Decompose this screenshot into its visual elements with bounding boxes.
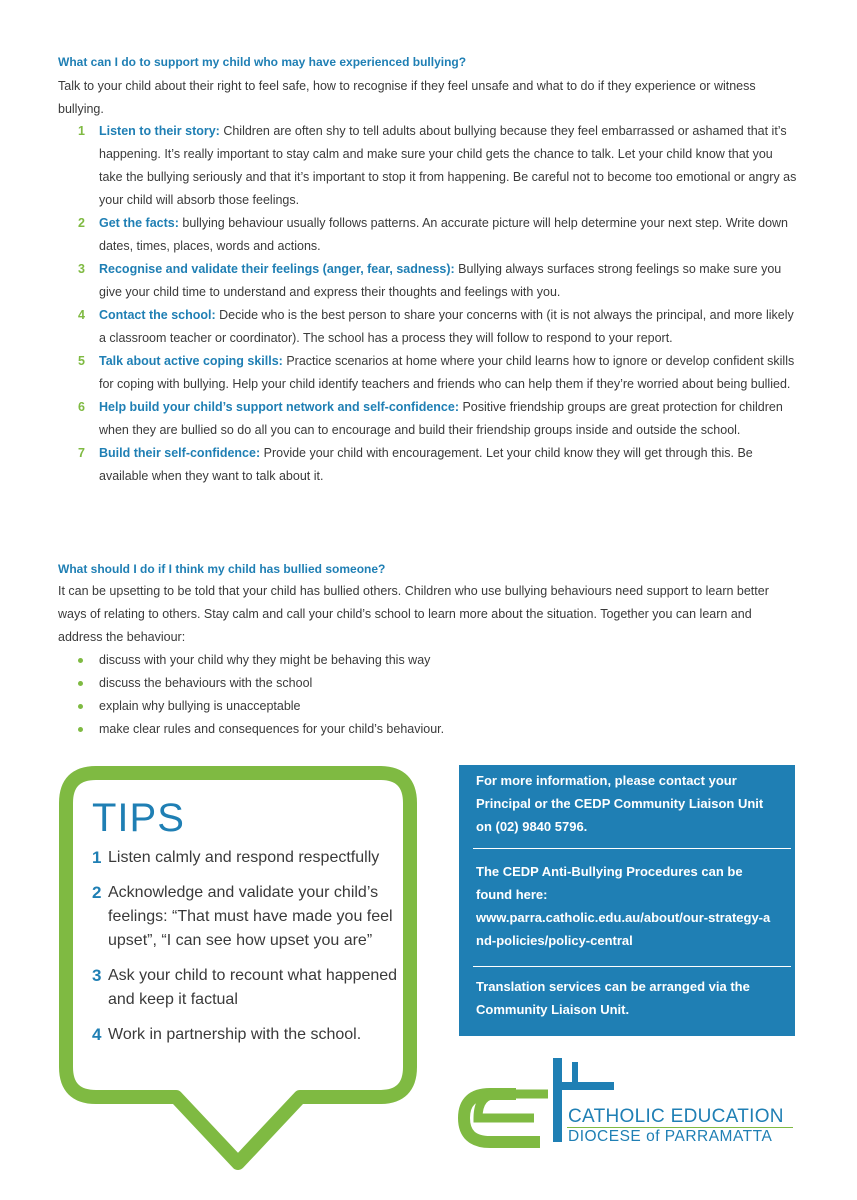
translation-text: Translation services can be arranged via the Community Liaison Unit. (476, 979, 750, 1017)
step-number: 5 (78, 354, 85, 368)
section1-intro: Talk to your child about their right to feel safe, how to recognise if they feel unsafe and what to do if they experience or witness bullying. (58, 79, 756, 116)
tips-title: TIPS (92, 796, 185, 840)
step-number: 4 (78, 308, 85, 322)
step-number: 6 (78, 400, 85, 414)
step-text: Practice scenarios at home where your child learns how to ignore or develop confident skills for coping with bullying. Help your child identify teachers and friends who can help them if they’re worried about being bullied. (99, 354, 795, 391)
step-title: Listen to their story: (99, 124, 220, 138)
logo-blue-vertical (553, 1058, 562, 1142)
section2-intro: It can be upsetting to be told that your child has bullied others. Children who use bullying behaviours need support to learn better ways of relating to others. Stay calm and call your child’s school to learn more about the situation. Together you can learn and address the behaviour: (58, 584, 769, 644)
logo-blue-top-bar (562, 1082, 614, 1090)
tip-number: 3 (92, 966, 102, 985)
step-number: 2 (78, 216, 85, 230)
step-text: Positive friendship groups are great protection for children when they are bullied so do all you can to encourage and build their friendship groups inside and outside the school. (99, 400, 783, 437)
step-title: Talk about active coping skills: (99, 354, 283, 368)
list-item-text: discuss with your child why they might be behaving this way (99, 653, 431, 667)
tip-text: Ask your child to recount what happened and keep it factual (108, 967, 398, 1008)
step-number: 1 (78, 124, 85, 138)
section2-heading: What should I do if I think my child has bullied someone? (58, 562, 386, 576)
step-title: Get the facts: (99, 216, 179, 230)
list-item-text: discuss the behaviours with the school (99, 676, 313, 690)
tip-text: Work in partnership with the school. (108, 1026, 362, 1043)
logo-title: CATHOLIC EDUCATION (568, 1106, 784, 1127)
logo-blue-tick (572, 1062, 578, 1084)
logo-green-e (478, 1094, 548, 1118)
step-text: bullying behaviour usually follows patterns. An accurate picture will help determine your next step. Write down dates, times, places, words and actions. (99, 216, 789, 253)
step-number: 7 (78, 446, 85, 460)
tip-number: 2 (92, 883, 102, 902)
procedures-label: The CEDP Anti-Bullying Procedures can be found here: (476, 864, 743, 902)
step-text: Provide your child with encouragement. Let your child know they will get through this. Be available when they want to talk about it. (99, 446, 753, 483)
step-text: Children are often shy to tell adults about bullying because they feel embarrassed or ashamed that it’s happening. It’s really important to stay calm and make sure your child gets the chance to talk. Let your child know that you take the bullying seriously and that it’s important to stop it from happening. Be careful not to become too emotional or angry as your child will absorb those feelings. (99, 124, 797, 207)
step-text: Decide who is the best person to share your concerns with (it is not always the principal, and more likely a classroom teacher or coordinator). The school has a process they will follow to respond to your report. (99, 308, 794, 345)
list-item-text: make clear rules and consequences for your child’s behaviour. (99, 722, 445, 736)
tip-text: Listen calmly and respond respectfully (108, 849, 380, 866)
logo-subtitle: DIOCESE of PARRAMATTA (568, 1128, 773, 1145)
step-title: Build their self-confidence: (99, 446, 261, 460)
tip-number: 1 (92, 848, 102, 867)
contact-text: For more information, please contact your Principal or the CEDP Community Liaison Unit on (02) 9840 5796. (476, 773, 764, 834)
tip-text: Acknowledge and validate your child’s feelings: “That must have made you feel upset”, “I can see how upset you are” (108, 884, 393, 949)
list-item-text: explain why bullying is unacceptable (99, 699, 301, 713)
step-title: Help build your child’s support network and self-confidence: (99, 400, 459, 414)
procedures-link[interactable]: www.parra.catholic.edu.au/about/our-strategy-and-policies/policy-central (476, 910, 771, 948)
step-text: Bullying always surfaces strong feelings so make sure you give your child time to understand and express their thoughts and feelings with you. (99, 262, 782, 299)
tip-number: 4 (92, 1025, 102, 1044)
step-title: Contact the school: (99, 308, 216, 322)
step-title: Recognise and validate their feelings (anger, fear, sadness): (99, 262, 455, 276)
step-number: 3 (78, 262, 85, 276)
section1-heading: What can I do to support my child who may have experienced bullying? (58, 55, 467, 69)
